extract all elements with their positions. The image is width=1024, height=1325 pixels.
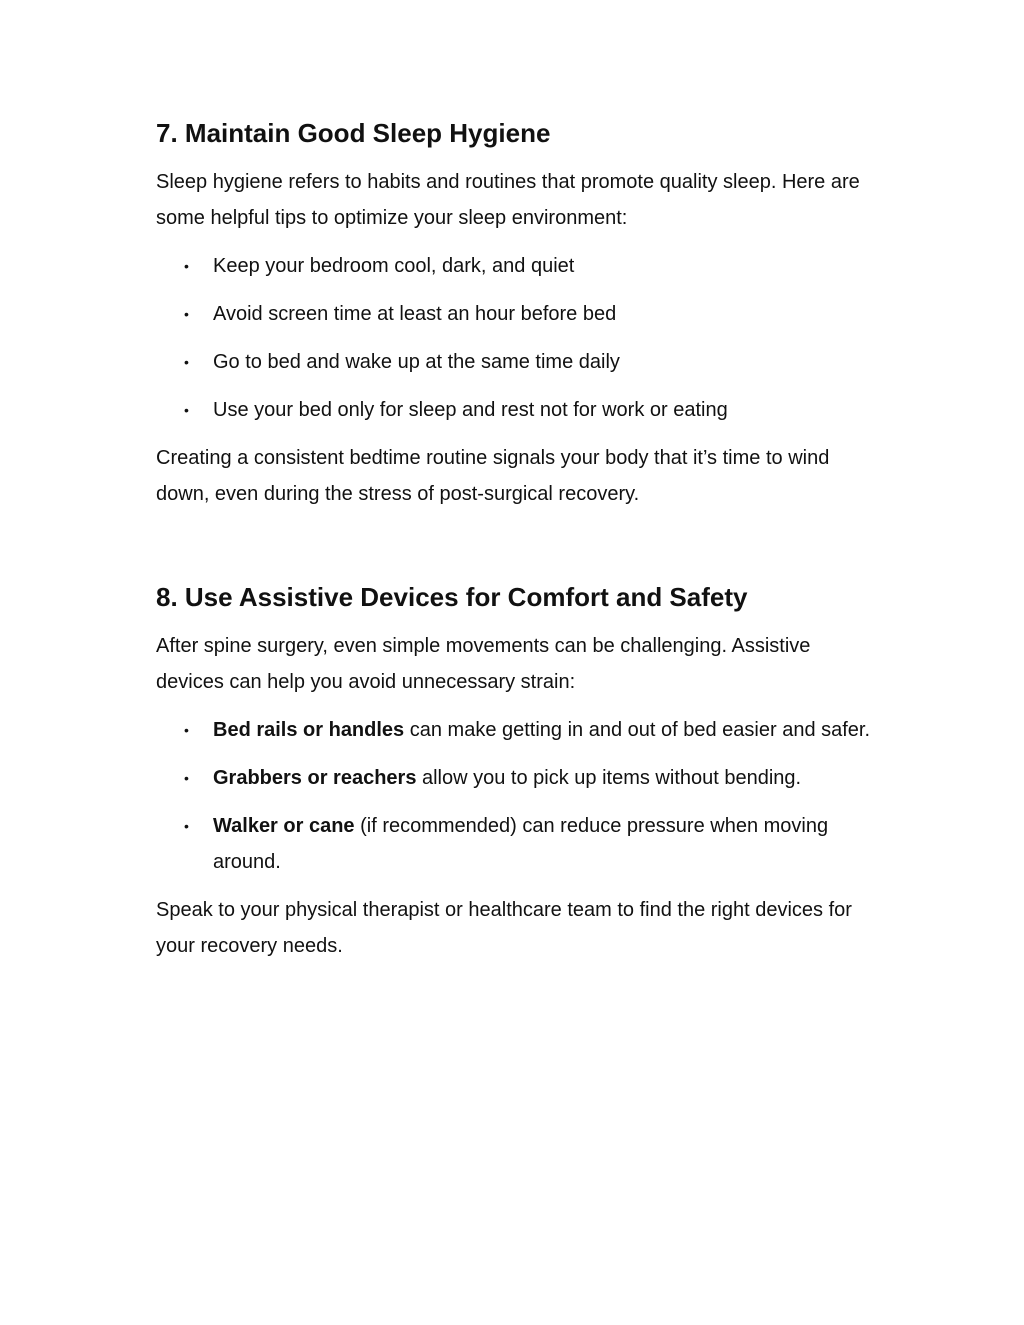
section-intro: Sleep hygiene refers to habits and routines that promote quality sleep. Here are some helpful tips to optimize your sleep environment: [156,171,860,229]
bullet-icon: • [184,258,189,274]
list-item [156,392,876,428]
section-outro: Creating a consistent bedtime routine signals your body that it’s time to wind down, even during the stress of post-surgical recovery. [156,447,830,505]
device-description: (if recommended) can reduce pressure when moving around. [213,815,829,873]
assistive-devices-list [156,712,876,880]
list-item [156,808,876,880]
bullet-icon: • [184,770,189,786]
section-heading: 7. Maintain Good Sleep Hygiene [156,118,551,148]
section-assistive-devices [156,576,876,964]
device-name: Grabbers or reachers [213,767,417,789]
list-item-text: Keep your bedroom cool, dark, and quiet [213,255,575,277]
bullet-icon: • [184,402,189,418]
device-name: Walker or cane [213,815,355,837]
list-item-text: Avoid screen time at least an hour before bed [213,303,617,325]
list-item [156,248,876,284]
device-description: can make getting in and out of bed easier and safer. [404,719,871,741]
list-item [156,760,876,796]
list-item [156,712,876,748]
bullet-icon: • [184,818,189,834]
sleep-tips-list [156,248,876,428]
list-item-text: Use your bed only for sleep and rest not for work or eating [213,399,728,421]
bullet-icon: • [184,722,189,738]
device-description: allow you to pick up items without bending. [416,767,802,789]
bullet-icon: • [184,306,189,322]
bullet-icon: • [184,354,189,370]
section-heading: 8. Use Assistive Devices for Comfort and Safety [156,582,748,612]
section-intro: After spine surgery, even simple movements can be challenging. Assistive devices can help you avoid unnecessary strain: [156,635,811,693]
section-outro: Speak to your physical therapist or healthcare team to find the right devices for your recovery needs. [156,899,852,957]
section-sleep-hygiene [156,112,876,512]
device-name: Bed rails or handles [213,719,405,741]
list-item [156,296,876,332]
document-page [156,112,876,964]
list-item-text: Go to bed and wake up at the same time daily [213,351,620,373]
list-item [156,344,876,380]
